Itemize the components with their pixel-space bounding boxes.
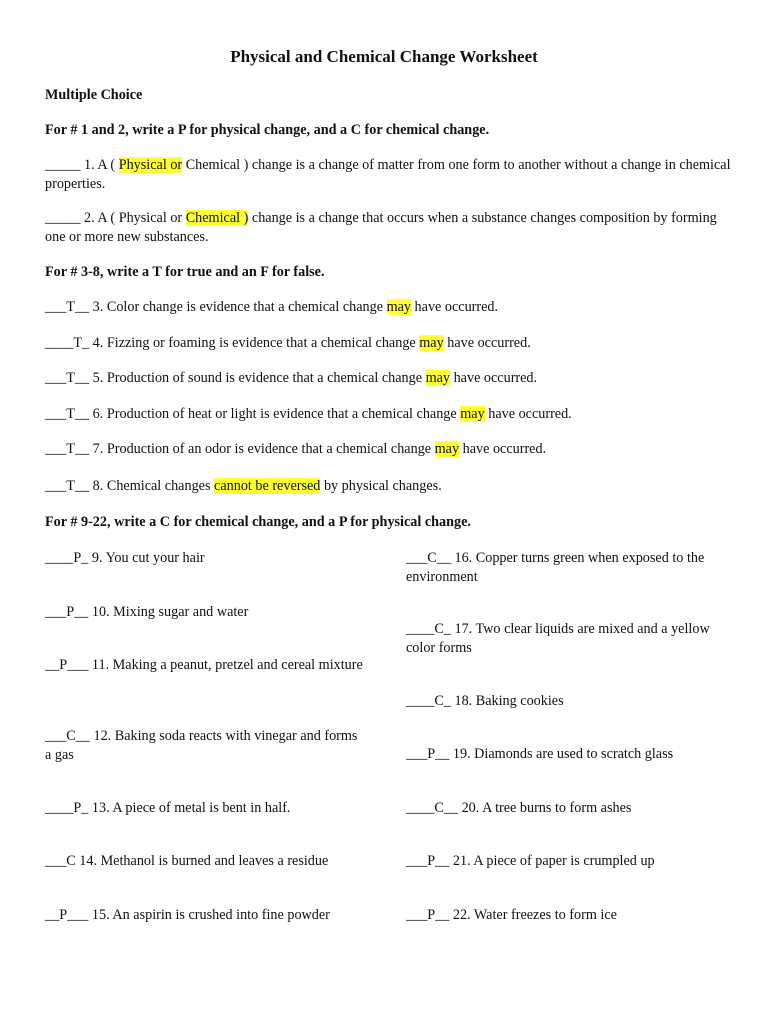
question-21: ___P__ 21. A piece of paper is crumpled up: [406, 853, 655, 869]
question-10: ___P__ 10. Mixing sugar and water: [45, 604, 249, 620]
question-1: _____ 1. A ( Physical or Chemical ) change is a change of matter from one form to another without a change in chemical properties.: [45, 157, 731, 192]
question-12: ___C__ 12. Baking soda reacts with vinegar and forms a gas: [45, 728, 358, 763]
highlight: cannot be reversed: [214, 478, 321, 494]
question-22: ___P__ 22. Water freezes to form ice: [406, 907, 617, 923]
question-7: ___T__ 7. Production of an odor is evidence that a chemical change may have occurred.: [45, 441, 547, 457]
question-3: ___T__ 3. Color change is evidence that a chemical change may have occurred.: [45, 299, 499, 315]
instructions-3-8: For # 3-8, write a T for true and an F for false.: [45, 264, 325, 280]
question-20: ____C__ 20. A tree burns to form ashes: [406, 800, 632, 816]
question-14: ___C 14. Methanol is burned and leaves a residue: [45, 853, 329, 869]
question-5: ___T__ 5. Production of sound is evidence that a chemical change may have occurred.: [45, 370, 538, 386]
highlight: Physical or: [118, 157, 183, 173]
instructions-9-22: For # 9-22, write a C for chemical change, and a P for physical change.: [45, 514, 471, 530]
page-title: Physical and Chemical Change Worksheet: [230, 47, 538, 66]
highlight: may: [425, 370, 451, 386]
question-8: ___T__ 8. Chemical changes cannot be reversed by physical changes.: [45, 478, 442, 494]
question-15: __P___ 15. An aspirin is crushed into fine powder: [45, 907, 330, 923]
highlight: Chemical ): [185, 210, 249, 226]
question-16: ___C__ 16. Copper turns green when exposed to the environment: [406, 550, 705, 585]
highlight: may: [386, 299, 411, 315]
question-13: ____P_ 13. A piece of metal is bent in half.: [45, 800, 291, 816]
question-6: ___T__ 6. Production of heat or light is evidence that a chemical change may have occurred.: [45, 406, 572, 422]
question-19: ___P__ 19. Diamonds are used to scratch glass: [406, 746, 674, 762]
question-2: _____ 2. A ( Physical or Chemical ) change is a change that occurs when a substance changes composition by forming one or more new substances.: [45, 210, 717, 245]
question-4: ____T_ 4. Fizzing or foaming is evidence that a chemical change may have occurred.: [45, 335, 531, 351]
question-11: __P___ 11. Making a peanut, pretzel and cereal mixture: [45, 657, 363, 673]
instructions-1-2: For # 1 and 2, write a P for physical change, and a C for chemical change.: [45, 122, 490, 138]
question-18: ____C_ 18. Baking cookies: [406, 693, 564, 709]
highlight: may: [434, 441, 460, 457]
question-9: ____P_ 9. You cut your hair: [45, 550, 205, 566]
section-heading: Multiple Choice: [45, 87, 143, 103]
highlight: may: [460, 406, 485, 422]
highlight: may: [419, 335, 444, 351]
question-17: ____C_ 17. Two clear liquids are mixed and a yellow color forms: [406, 621, 710, 656]
